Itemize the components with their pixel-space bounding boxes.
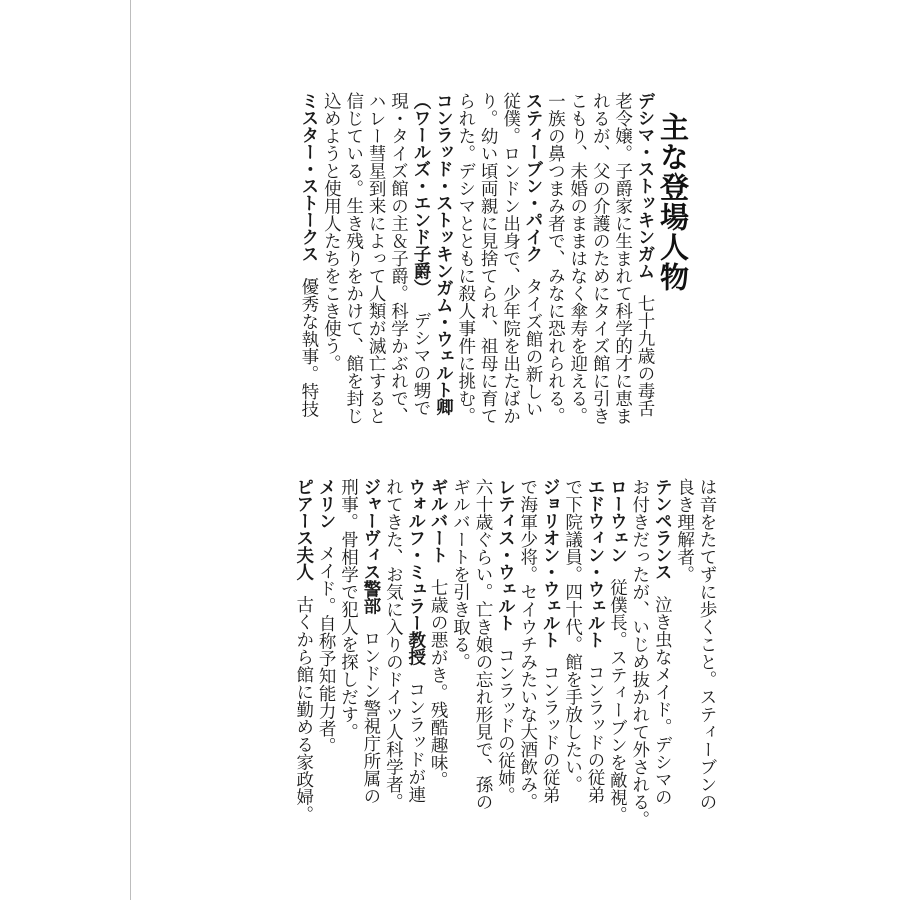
text-line xyxy=(516,478,538,828)
character-description: は音をたてずに歩くこと。スティーブンの xyxy=(697,478,717,811)
character-description: ギルバートを引き取る。 xyxy=(450,478,471,671)
character-description: れるが、父の介護のためにタイズ館に引き xyxy=(590,92,611,425)
character-description: ロンドン警視庁所属の xyxy=(360,629,381,805)
character-description: 古くから館に勤める家政婦。 xyxy=(293,595,314,824)
text-line xyxy=(360,478,382,828)
text-line xyxy=(651,478,673,828)
page-title: 主な登場人物 xyxy=(656,112,690,292)
text-line xyxy=(696,478,718,828)
character-name: コンラッド・ストッキンガム・ウェルト卿 xyxy=(433,92,454,415)
character-description: 六十歳ぐらい。亡き娘の忘れ形見で、孫の xyxy=(472,478,493,811)
text-line xyxy=(387,92,409,442)
character-description: 従僕。ロンドン出身で、少年院を出たばか xyxy=(500,92,521,425)
character-description: 老令嬢。子爵家に生まれて科学的才に恵ま xyxy=(612,92,633,425)
text-line xyxy=(427,478,449,828)
character-description: 良き理解者。 xyxy=(674,478,695,583)
character-description: 七歳の悪がき。残酷趣味。 xyxy=(428,578,449,789)
character-description: 従僕長。スティーブンを敵視。 xyxy=(607,578,628,824)
text-line xyxy=(298,92,320,442)
character-name: ローウェン xyxy=(607,478,628,563)
character-description: 優秀な執事。特技 xyxy=(298,277,319,418)
character-name: ジョリオン・ウェルト xyxy=(540,478,561,648)
text-line xyxy=(432,92,454,442)
character-description: 七十九歳の毒舌 xyxy=(635,294,655,418)
character-name: スティーブン・パイク xyxy=(522,92,543,262)
character-description: 泣き虫なメイド。デシマの xyxy=(652,595,673,806)
text-line xyxy=(606,478,628,828)
character-description: れてきた、お気に入りのドイツ人科学者。 xyxy=(383,478,404,811)
text-line xyxy=(673,478,695,828)
character-name: テンペランス xyxy=(652,478,673,580)
text-line xyxy=(472,478,494,828)
character-description: お付きだったが、いじめ抜かれて外される。 xyxy=(629,478,650,828)
text-line xyxy=(382,478,404,828)
character-description: コンラッドの従弟 xyxy=(584,663,605,804)
text-line xyxy=(544,92,566,442)
text-line xyxy=(634,92,656,442)
character-name: ウォルフ・ミュラー教授 xyxy=(405,478,426,665)
character-name: メリン xyxy=(316,478,337,529)
text-line xyxy=(449,478,471,828)
character-description: ハレー彗星到来によって人類が滅亡すると xyxy=(366,92,387,425)
character-name: ピアース夫人 xyxy=(293,478,314,580)
character-list-lower xyxy=(292,478,718,828)
text-line xyxy=(342,92,364,442)
text-line xyxy=(410,92,432,442)
text-line xyxy=(454,92,476,442)
text-line xyxy=(494,478,516,828)
text-line xyxy=(584,478,606,828)
text-line xyxy=(611,92,633,442)
text-line xyxy=(477,92,499,442)
character-description: コンラッドの従姉。 xyxy=(495,646,516,805)
text-line xyxy=(292,478,314,828)
character-description: り。幼い頃両親に見捨てられ、祖母に育て xyxy=(478,92,499,425)
character-name: エドウィン・ウェルト xyxy=(584,478,605,648)
character-description: 込めようと使用人たちをこき使う。 xyxy=(321,92,342,372)
text-line xyxy=(561,478,583,828)
text-line xyxy=(566,92,588,442)
character-description: られた。デシマとともに殺人事件に挑む。 xyxy=(455,92,476,425)
character-description: デシマの甥で xyxy=(410,311,431,417)
text-line xyxy=(315,478,337,828)
text-line xyxy=(539,478,561,828)
character-description: 一族の鼻つまみ者で、みなに恐れられる。 xyxy=(545,92,566,425)
text-line xyxy=(337,478,359,828)
character-description: 現・タイズ館の主＆子爵。科学かぶれで、 xyxy=(388,92,409,425)
character-description: こもり、未婚のままはなく傘寿を迎える。 xyxy=(567,92,588,425)
character-name: レティス・ウェルト xyxy=(495,478,516,631)
text-line xyxy=(404,478,426,828)
character-name: ジャーヴィス警部 xyxy=(360,478,381,614)
character-description: 信じている。生き残りをかけて、館を封じ xyxy=(343,92,364,425)
character-description: コンラッドの従弟 xyxy=(540,663,561,804)
character-description: メイド。自称予知能力者。 xyxy=(316,544,337,755)
character-name: ミスター・ストークス xyxy=(298,92,319,262)
character-description: タイズ館の新しい xyxy=(522,277,543,418)
character-description: で下院議員。四十代。館を手放したい。 xyxy=(562,478,583,793)
character-name: ギルバート xyxy=(428,478,449,563)
character-description: 刑事。骨相学で犯人を探しだす。 xyxy=(338,478,359,741)
character-name: （ワールズ・エンド子爵） xyxy=(410,92,431,296)
character-description: で海軍少将。セイウチみたいな大酒飲み。 xyxy=(517,478,538,811)
page-gutter-line xyxy=(130,0,131,900)
character-name: デシマ・ストッキンガム xyxy=(635,92,655,279)
text-line xyxy=(522,92,544,442)
text-line xyxy=(320,92,342,442)
text-line xyxy=(365,92,387,442)
text-line xyxy=(499,92,521,442)
character-list-upper xyxy=(298,92,657,442)
text-line xyxy=(628,478,650,828)
character-description: コンラッドが連 xyxy=(405,680,426,804)
text-line xyxy=(589,92,611,442)
